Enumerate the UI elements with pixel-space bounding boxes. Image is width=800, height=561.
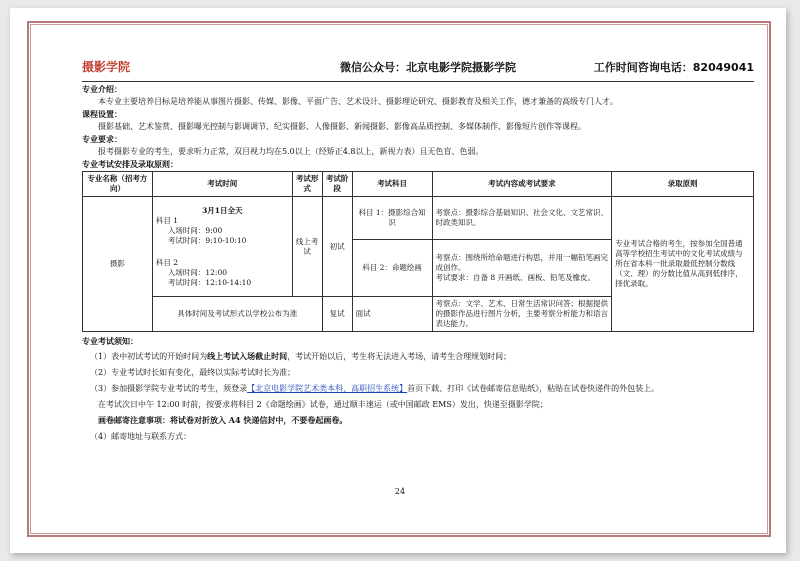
col-header-content: 考试内容或考试要求 bbox=[432, 172, 612, 197]
courses-heading: 课程设置： bbox=[82, 109, 122, 119]
col-header-form: 考试形式 bbox=[292, 172, 322, 197]
contact-phone: 工作时间咨询电话：82049041 bbox=[593, 61, 754, 74]
header-divider bbox=[82, 81, 754, 82]
subject2-label: 科目 2 bbox=[155, 257, 179, 267]
admission-system-link[interactable]: 【北京电影学院艺术类本科、高职招生系统】 bbox=[247, 384, 408, 393]
intro-heading: 专业介绍： bbox=[82, 84, 122, 94]
note-2: （2）专业考试时长如有变化，最终以实际考试时长为准； bbox=[90, 368, 296, 377]
subject1-content-cell: 考察点：摄影综合基础知识、社会文化、文艺常识、时政类知识。 bbox=[432, 197, 612, 240]
requirements-heading: 专业要求： bbox=[82, 134, 122, 144]
admission-cell: 专业考试合格的考生，按参加全国普通高等学校招生考试中的文化考试成绩与所在省本科一批录取最低控制分数线（文、理）的分数比值从高到低排序，择优录取。 bbox=[612, 197, 754, 332]
exam-time-cell bbox=[152, 197, 292, 297]
exam-schedule-table bbox=[82, 171, 754, 332]
note-1-emphasis: 线上考试入场截止时间 bbox=[207, 351, 288, 361]
note-1-text-end: ，考试开始以后，考生将无法进入考场，请考生合理规划时间； bbox=[287, 352, 512, 361]
note-3-detail: 在考试次日中午 12:00 时前，按要求将科目 2《命题绘画》试卷，通过顺丰速运（或中国邮政 EMS）发出，快递至摄影学院； bbox=[98, 400, 548, 409]
col-header-subject: 考试科目 bbox=[352, 172, 432, 197]
subject1-label: 科目 1 bbox=[155, 215, 179, 225]
col-header-major: 专业名称（招考方向） bbox=[83, 172, 153, 197]
department-title: 摄影学院 bbox=[82, 60, 131, 74]
page-number: 24 bbox=[394, 487, 406, 496]
notes-heading: 专业考试须知： bbox=[82, 336, 138, 346]
document-header bbox=[82, 62, 754, 80]
subject2-entry-time: 入场时间：12:00 bbox=[167, 267, 228, 277]
mailing-caution: 画卷邮寄注意事项：将试卷对折放入 A4 快递信封中，不要卷起画卷。 bbox=[98, 415, 348, 425]
col-header-stage: 考试阶段 bbox=[322, 172, 352, 197]
exam-notes bbox=[82, 336, 754, 442]
major-cell: 摄影 bbox=[83, 197, 153, 332]
retest-time-cell: 具体时间及考试形式以学校公布为准 bbox=[152, 297, 322, 332]
table-row bbox=[83, 197, 754, 240]
wechat-account: 微信公众号：北京电影学院摄影学院 bbox=[340, 61, 516, 74]
note-3 bbox=[82, 383, 754, 394]
retest-stage-cell: 复试 bbox=[322, 297, 352, 332]
subject2-content-cell bbox=[432, 240, 612, 297]
courses-text: 摄影基础、艺术鉴赏、摄影曝光控制与影调调节、纪实摄影、人像摄影、新闻摄影、影像高品质控制、多媒体制作、影像短片创作等课程。 bbox=[98, 122, 586, 131]
requirements-text: 报考摄影专业的考生，要求听力正常，双目视力均在5.0以上（经矫正4.8以上，新视力表）且无色盲、色弱。 bbox=[98, 147, 484, 156]
col-header-time: 考试时间 bbox=[152, 172, 292, 197]
subject1-entry-time: 入场时间：9:00 bbox=[167, 225, 223, 235]
note-3-text-end: 首页下载、打印《试卷邮寄信息贴纸》，粘贴在试卷快递件的外包装上。 bbox=[407, 384, 660, 393]
exam-date: 3月1日全天 bbox=[202, 205, 243, 215]
note-3-text: （3）参加摄影学院专业考试的考生，须登录 bbox=[90, 384, 248, 393]
document-content bbox=[82, 62, 754, 447]
subject1-cell: 科目 1：摄影综合知识 bbox=[352, 197, 432, 240]
note-1-text: （1）表中初试考试的开始时间为 bbox=[90, 352, 208, 361]
exam-stage-cell: 初试 bbox=[322, 197, 352, 297]
note-4: （4）邮寄地址与联系方式： bbox=[90, 432, 192, 441]
note-1 bbox=[82, 351, 754, 362]
subject2-content-requirement: 考试要求：自备 8 开画纸、画板、铅笔及橡皮。 bbox=[435, 273, 596, 282]
exam-form-cell: 线上考试 bbox=[292, 197, 322, 297]
col-header-admission: 录取原则 bbox=[612, 172, 754, 197]
subject2-content-point: 考察点：围绕所给命题进行构思，并用一幅铅笔画完成创作。 bbox=[435, 253, 608, 272]
table-header-row bbox=[83, 172, 754, 197]
subject2-exam-time: 考试时间：12:10-14:10 bbox=[167, 277, 252, 287]
interview-content-cell: 考察点：文学、艺术、日常生活常识问答；根据提供的摄影作品进行图片分析，主要考察分析能力和语言表达能力。 bbox=[432, 297, 612, 332]
subject2-cell: 科目 2：命题绘画 bbox=[352, 240, 432, 297]
intro-text: 本专业主要培养目标是培养能从事图片摄影、传媒、影像、平面广告、艺术设计、摄影理论研究、摄影教育及相关工作，德才兼备的高级专门人才。 bbox=[98, 97, 618, 106]
interview-cell: 面试 bbox=[352, 297, 432, 332]
subject1-exam-time: 考试时间：9:10-10:10 bbox=[167, 235, 247, 245]
table-heading: 专业考试安排及录取原则： bbox=[82, 159, 178, 169]
